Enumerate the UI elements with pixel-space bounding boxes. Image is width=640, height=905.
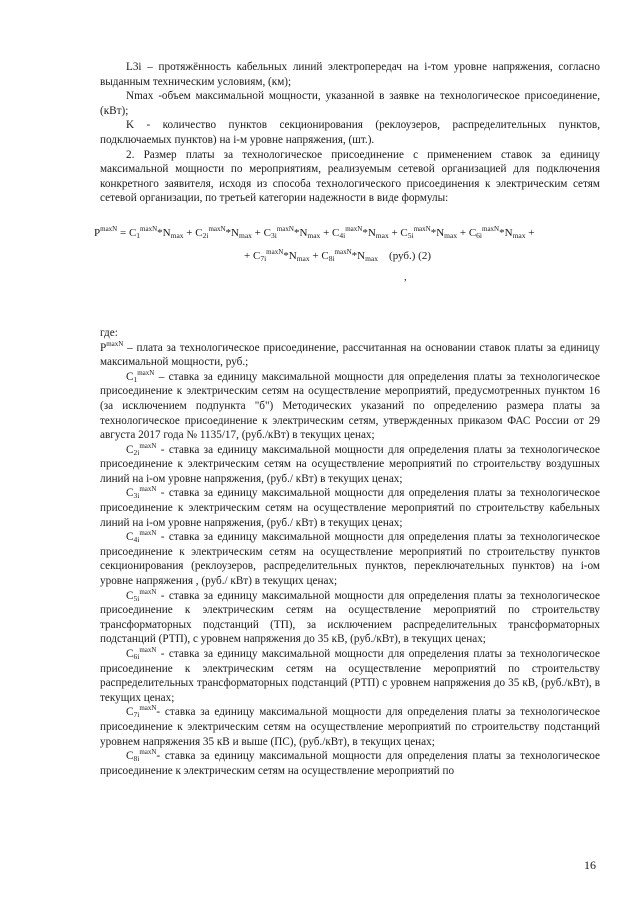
paragraph-nmax: Nmax -объем максимальной мощности, указанной в заявке на технологическое присоединение, (кВт); [100, 90, 600, 117]
definition-c4i: $C_{4i}^{maxN}$ - ставка за единицу максимальной мощности для определения платы за технологическое присоединение к электрическим сетям на осуществление мероприятий по строительству пунктов секционирования (реклоузеров, распределительных пунктов, переключательных пунктов) на i-ом уровне напряжения , (руб./ кВт) в текущих ценах; [100, 529, 600, 588]
formula-lhs: P [94, 226, 101, 239]
paragraph-l3i: L3i – протяжённость кабельных линий электропередач на i-том уровне напряжения, согласно выданным техническим условиям, (км); [100, 61, 600, 88]
paragraph-k: K - количество пунктов секционирования (реклоузеров, распределительных пунктов, подключаемых пунктов) на i-м уровне напряжения, (шт.). [100, 119, 600, 146]
formula-line-2: + $C_{7i}^{maxN}*N_{max} + C_{8i}^{maxN}*N_{max}$ (руб.) (2) [244, 247, 431, 263]
formula-term-1: $C_1^{maxN}*N_{max}$ [128, 224, 184, 240]
formula-term-8: $C_{8i}^{maxN}*N_{max}$ [321, 247, 379, 263]
definition-c2i: $C_{2i}^{maxN}$ - ставка за единицу максимальной мощности для определения платы за технологическое присоединение к электрическим сетям на осуществление мероприятий по строительству воздушных линий на i-ом уровне напряжения, (руб./ кВт) в текущих ценах; [100, 441, 600, 485]
formula-line-1: $P^{maxN} = C_1^{maxN}*N_{max} + C_{2i}^{maxN}*N_{max} + C_{3i}^{maxN}*N_{max} + C_{4i}^{maxN}*N_{max} + C_{5i}^{maxN}*N_{max} + C_{6i}^{maxN}*N_{max}$ + [94, 224, 535, 240]
definition-c6i: $C_{6i}^{maxN}$ - ставка за единицу максимальной мощности для определения платы за технологическое присоединение к электрическим сетям на осуществление мероприятий по строительству распределительных трансформаторных подстанций (РТП) с уровнем напряжения до 35 кВ, (руб./кВт), в текущих ценах; [100, 646, 600, 704]
formula-term-7: $C_{7i}^{maxN}*N_{max}$ [252, 247, 310, 263]
where-label: где: [100, 326, 118, 339]
formula-number: (руб.) (2) [389, 249, 431, 262]
formula-term-3: $C_{3i}^{maxN}*N_{max}$ [263, 224, 321, 240]
definition-c1: $C_1^{maxN}$ – ставка за единицу максимальной мощности для определения платы за технологическое присоединение к электрическим сетям на осуществление мероприятий, предусмотренных пунктом 16 (за исключением подпункта "б") Методических указаний по определению размера платы за технологическое присоединение к электрическим сетям, утвержденных приказом ФАС России от 29 августа 2017 года № 1135/17, (руб./кВт) в текущих ценах; [100, 368, 600, 442]
paragraph-item-2: 2. Размер платы за технологическое присоединение с применением ставок за единицу максимальной мощности по мероприятиям, реализуемым сетевой организацией для подключения конкретного заявителя, исходя из способа технологического присоединения к электрическим сетям сетевой организации, по третьей категории надежности в виде формулы: [100, 148, 600, 205]
definition-c8i: $C_{8i}^{maxN}-$ ставка за единицу максимальной мощности для определения платы за технологическое присоединение к электрическим сетям на осуществление мероприятий по [100, 748, 600, 777]
formula-term-5: $C_{5i}^{maxN}*N_{max}$ [400, 224, 458, 240]
definition-c7i: $C_{7i}^{maxN}-$ ставка за единицу максимальной мощности для определения платы за технологическое присоединение к электрическим сетям на осуществление мероприятий по строительству подстанций уровнем напряжения 35 кВ и выше (ПС), (руб./кВт), в текущих ценах; [100, 704, 600, 748]
document-body [94, 60, 600, 778]
formula-term-4: $C_{4i}^{maxN}*N_{max}$ [332, 224, 389, 240]
formula-term-6: $C_{6i}^{maxN}*N_{max}$ [468, 224, 526, 240]
definition-c3i: $C_{3i}^{maxN}$ - ставка за единицу максимальной мощности для определения платы за технологическое присоединение к электрическим сетям на осуществление мероприятий по строительству кабельных линий на i-ом уровне напряжения, (руб./ кВт) в текущих ценах; [100, 485, 600, 529]
definition-p-maxn: $P^{maxN}$ – плата за технологическое присоединение, рассчитанная на основании ставок платы за единицу максимальной мощности, руб.; [100, 339, 600, 369]
formula-term-2: $C_{2i}^{maxN}*N_{max}$ [195, 224, 252, 240]
stray-mark: , [404, 270, 407, 283]
definition-c5i: $C_{5i}^{maxN}$ - ставка за единицу максимальной мощности для определения платы за технологическое присоединение к электрическим сетям на осуществление мероприятий по строительству трансформаторных подстанций (ТП), за исключением распределительных трансформаторных подстанций (РТП), с уровнем напряжения до 35 кВ, (руб./кВт), в текущих ценах; [100, 587, 600, 646]
page-number: 16 [584, 858, 596, 872]
